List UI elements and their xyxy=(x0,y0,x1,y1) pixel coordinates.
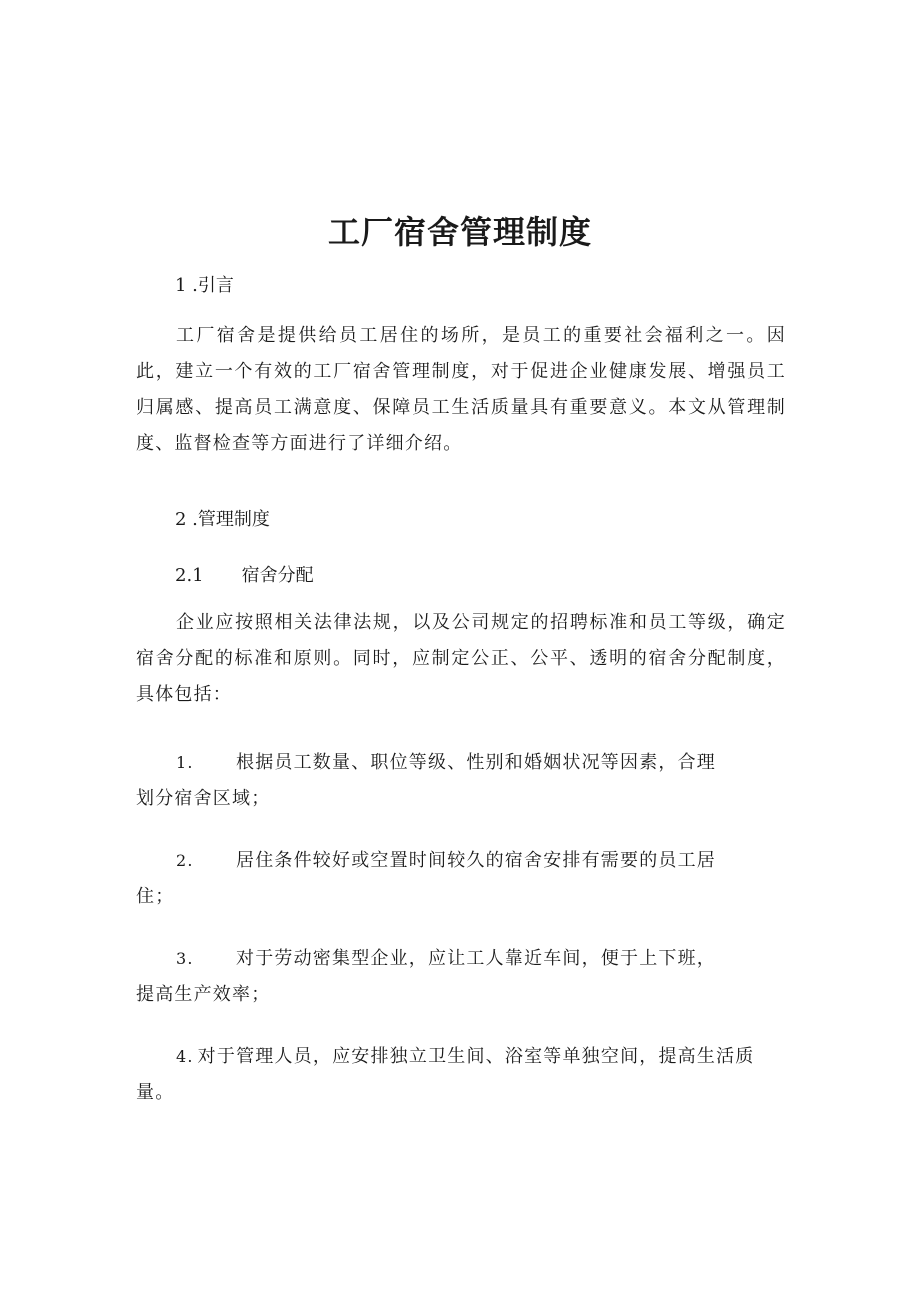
list-marker: 2. xyxy=(176,851,194,870)
list-text-line1: 对于管理人员，应安排独立卫生间、浴室等单独空间，提高生活质 xyxy=(197,1046,755,1067)
list-text-line2: 提高生产效率； xyxy=(136,984,271,1005)
subsection-2-1-heading xyxy=(175,561,314,587)
list-text-line2: 划分宿舍区域； xyxy=(136,788,271,809)
section-2-heading: 2 .管理制度 xyxy=(175,509,270,530)
subsection-number: 2.1 xyxy=(175,565,204,586)
subsection-title: 宿舍分配 xyxy=(241,565,314,586)
list-text-line1: 居住条件较好或空置时间较久的宿舍安排有需要的员工居 xyxy=(236,850,716,871)
list-text-line1: 根据员工数量、职位等级、性别和婚姻状况等因素，合理 xyxy=(236,752,716,773)
document-title: 工厂宿舍管理制度 xyxy=(327,213,592,251)
list-marker: 1. xyxy=(176,753,194,772)
list-text-line2: 住； xyxy=(136,886,175,907)
list-item xyxy=(136,745,786,817)
list-marker: 3. xyxy=(176,949,194,968)
list-marker: 4. xyxy=(176,1047,194,1066)
list-item xyxy=(136,941,786,1013)
list-item xyxy=(136,843,786,915)
section-1-heading: 1 .引言 xyxy=(175,275,234,296)
section-2-body: 企业应按照相关法律法规，以及公司规定的招聘标准和员工等级，确定宿舍分配的标准和原则。同时，应制定公正、公平、透明的宿舍分配制度，具体包括： xyxy=(136,612,786,705)
list-text-line1: 对于劳动密集型企业，应让工人靠近车间，便于上下班， xyxy=(236,948,716,969)
section-1-body: 工厂宿舍是提供给员工居住的场所，是员工的重要社会福利之一。因此，建立一个有效的工厂宿舍管理制度，对于促进企业健康发展、增强员工归属感、提高员工满意度、保障员工生活质量具有重要意义。本文从管理制度、监督检查等方面进行了详细介绍。 xyxy=(136,325,786,454)
list-item xyxy=(136,1039,786,1111)
list-text-line2: 量。 xyxy=(136,1082,175,1103)
